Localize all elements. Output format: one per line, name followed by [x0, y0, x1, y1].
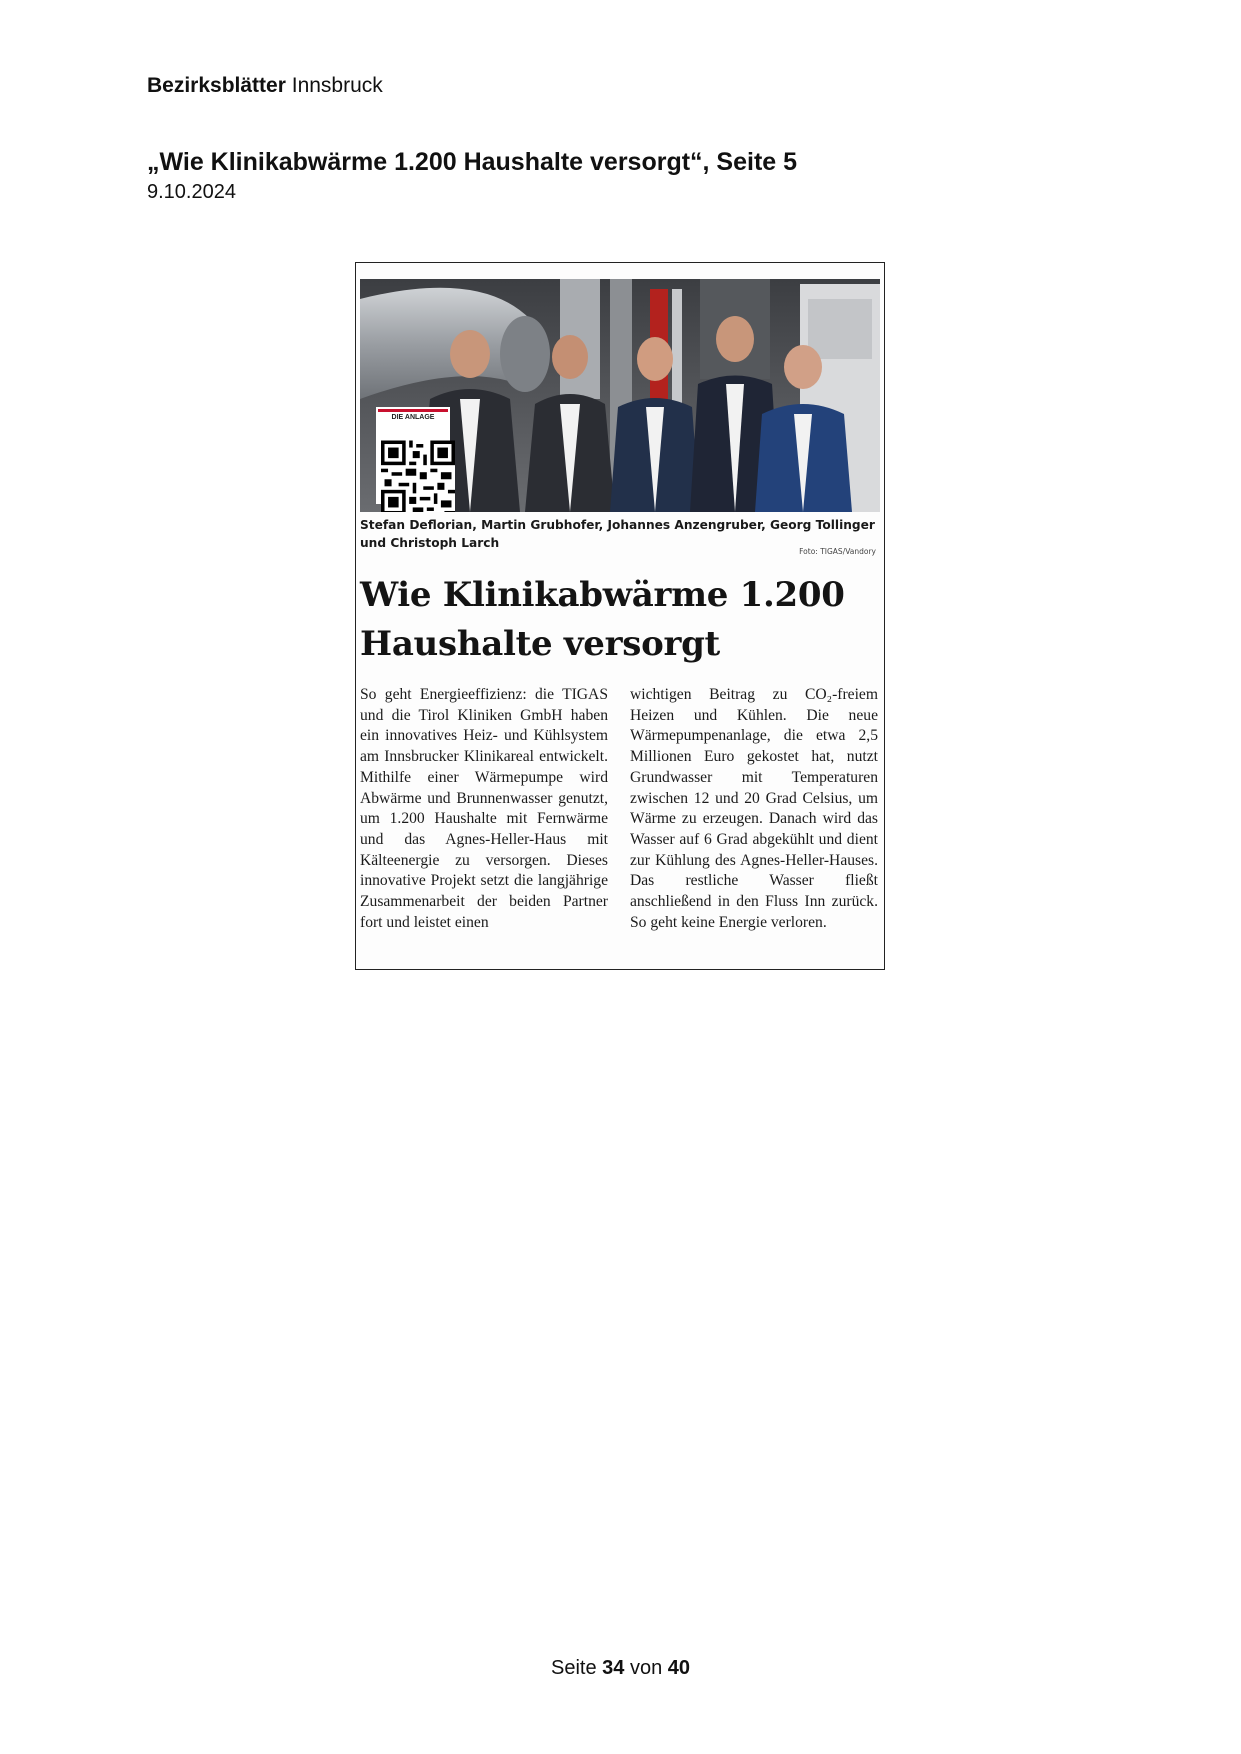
- source-name: Bezirksblätter: [147, 74, 286, 97]
- page-footer: [0, 1657, 1241, 1680]
- footer-prefix: Seite: [550, 1657, 597, 1679]
- article-date: 9.10.2024: [147, 181, 236, 203]
- total-pages: 40: [667, 1657, 691, 1679]
- article-headline: Wie Klinikabwärme 1.200 Haushalte versorgt: [360, 575, 845, 664]
- publication-source: [147, 74, 383, 98]
- current-page-number: 34: [602, 1657, 625, 1679]
- article-body-right: wichtigen Beitrag zu CO₂-freiem Heizen und Kühlen. Die neue Wärmepumpenanlage, die etwa 2,5 Millionen Euro gekostet hat, nutzt Grundwasser mit Temperaturen zwischen 12 und 20 Grad Celsius, um Wärme zu erzeugen. Danach wird das Wasser auf 6 Grad abgekühlt und dient zur Kühlung des Agnes-Heller-Hauses. Das restliche Wasser fließt anschließend in den Fluss Inn zurück. So geht keine Energie verloren.: [630, 686, 878, 931]
- article-body-left: So geht Energieeffizienz: die TIGAS und die Tirol Kliniken GmbH haben ein innovatives Heiz- und Kühlsystem am Innsbrucker Klinikareal entwickelt. Mithilfe einer Wärmepumpe wird Abwärme und Brunnenwasser genutzt, um 1.200 Haushalte mit Fernwärme und das Agnes-Heller-Haus mit Kälteenergie zu versorgen. Dieses innovative Projekt setzt die langjährige Zusammenarbeit der beiden Partner fort und leistet einen: [360, 686, 608, 931]
- qr-badge[interactable]: [376, 407, 450, 504]
- qr-label: DIE ANLAGE: [378, 409, 448, 424]
- article-title: „Wie Klinikabwärme 1.200 Haushalte versorgt“, Seite 5: [147, 148, 798, 176]
- qr-code-icon[interactable]: [381, 429, 455, 512]
- article-photo: [360, 279, 880, 512]
- newspaper-clipping: [355, 262, 885, 970]
- photo-credit: Foto: TIGAS/Vandory: [799, 547, 876, 556]
- source-region: Innsbruck: [291, 74, 383, 97]
- footer-middle: von: [629, 1657, 663, 1679]
- photo-caption: Stefan Deflorian, Martin Grubhofer, Johannes Anzengruber, Georg Tollinger und Christoph Larch: [360, 518, 875, 550]
